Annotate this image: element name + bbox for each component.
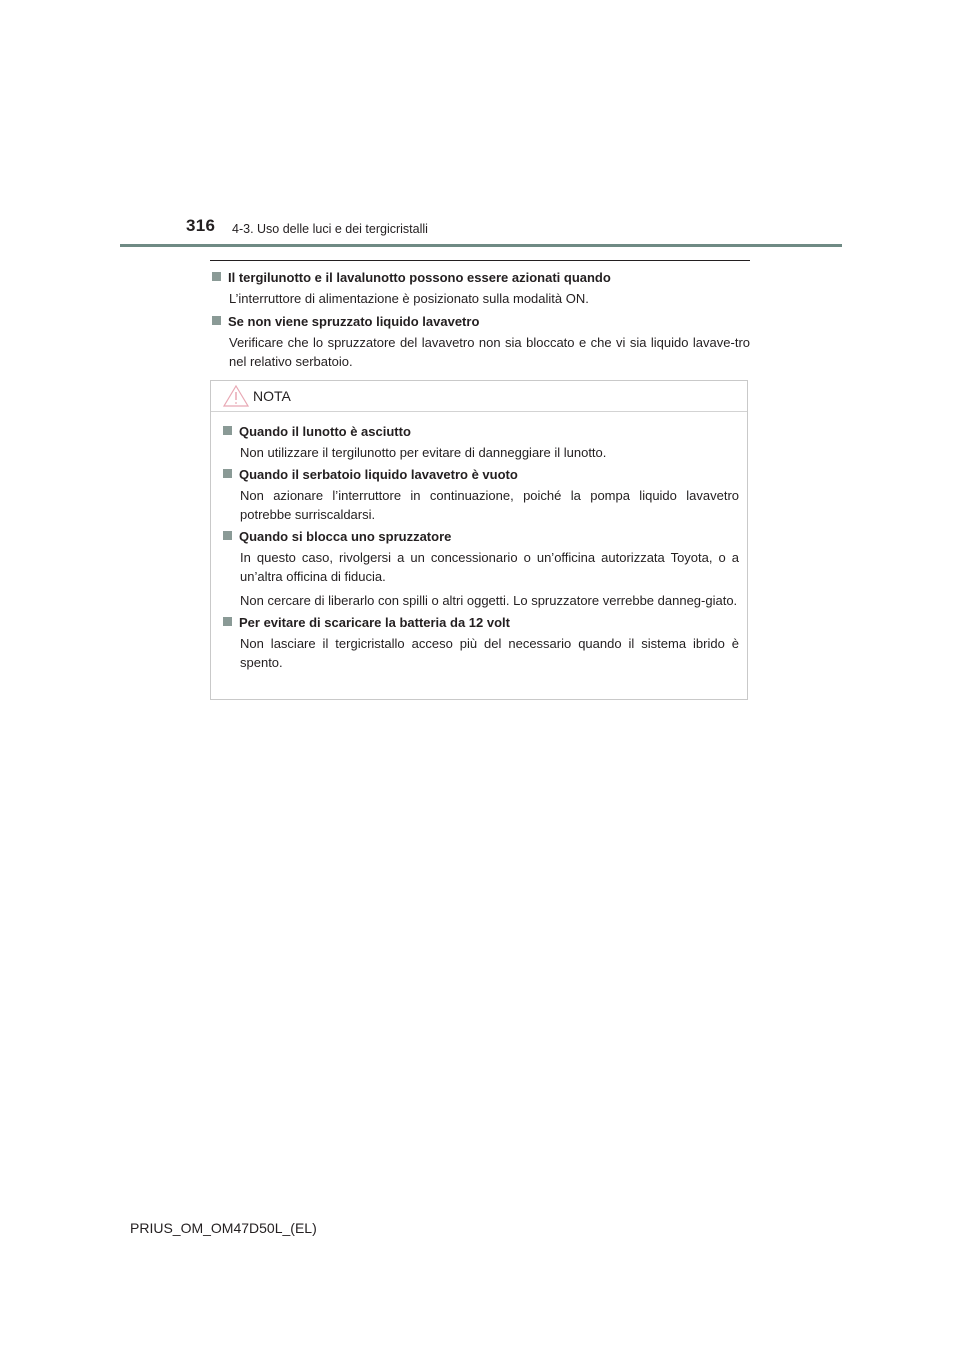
item-text: Non lasciare il tergicristallo acceso più del necessario quando il sistema ibrido è spento.: [240, 636, 739, 670]
info-item: [210, 312, 750, 371]
square-bullet-icon: [223, 531, 232, 540]
item-text: Non utilizzare il tergilunotto per evitare di danneggiare il lunotto.: [240, 445, 607, 460]
content-top-rule: [210, 260, 750, 261]
item-heading: Quando il serbatoio liquido lavavetro è vuoto: [221, 465, 739, 484]
item-text: Verificare che lo spruzzatore del lavavetro non sia bloccato e che vi sia liquido lavave-tro nel relativo serbatoio.: [229, 335, 750, 369]
item-text: L’interruttore di alimentazione è posizionato sulla modalità ON.: [229, 291, 589, 306]
section-title: 4-3. Uso delle luci e dei tergicristalli: [232, 222, 428, 236]
item-heading: Se non viene spruzzato liquido lavavetro: [210, 312, 750, 331]
nota-content: [221, 422, 739, 675]
nota-item: [221, 465, 739, 524]
header-rule: [120, 244, 842, 247]
item-heading: Quando si blocca uno spruzzatore: [221, 527, 739, 546]
item-text: Non cercare di liberarlo con spilli o altri oggetti. Lo spruzzatore verrebbe danneg-giato.: [240, 593, 738, 608]
square-bullet-icon: [212, 272, 221, 281]
document-code: PRIUS_OM_OM47D50L_(EL): [130, 1220, 317, 1236]
info-item: [210, 268, 750, 308]
nota-title: NOTA: [253, 388, 291, 404]
warning-triangle-icon: [223, 385, 249, 407]
item-text: In questo caso, rivolgersi a un concessionario o un’officina autorizzata Toyota, o a un’altra officina di fiducia.: [240, 550, 739, 584]
nota-header: [211, 381, 747, 412]
page-number: 316: [186, 216, 216, 235]
main-content: [210, 268, 750, 375]
square-bullet-icon: [223, 469, 232, 478]
nota-item: [221, 422, 739, 462]
item-heading: Il tergilunotto e il lavalunotto possono essere azionati quando: [210, 268, 750, 287]
nota-item: [221, 613, 739, 672]
square-bullet-icon: [223, 426, 232, 435]
nota-box: [210, 380, 748, 700]
square-bullet-icon: [223, 617, 232, 626]
square-bullet-icon: [212, 316, 221, 325]
nota-item: [221, 527, 739, 610]
item-heading: Quando il lunotto è asciutto: [221, 422, 739, 441]
item-text: Non azionare l’interruttore in continuazione, poiché la pompa liquido lavavetro potrebbe surriscaldarsi.: [240, 488, 739, 522]
item-heading: Per evitare di scaricare la batteria da 12 volt: [221, 613, 739, 632]
